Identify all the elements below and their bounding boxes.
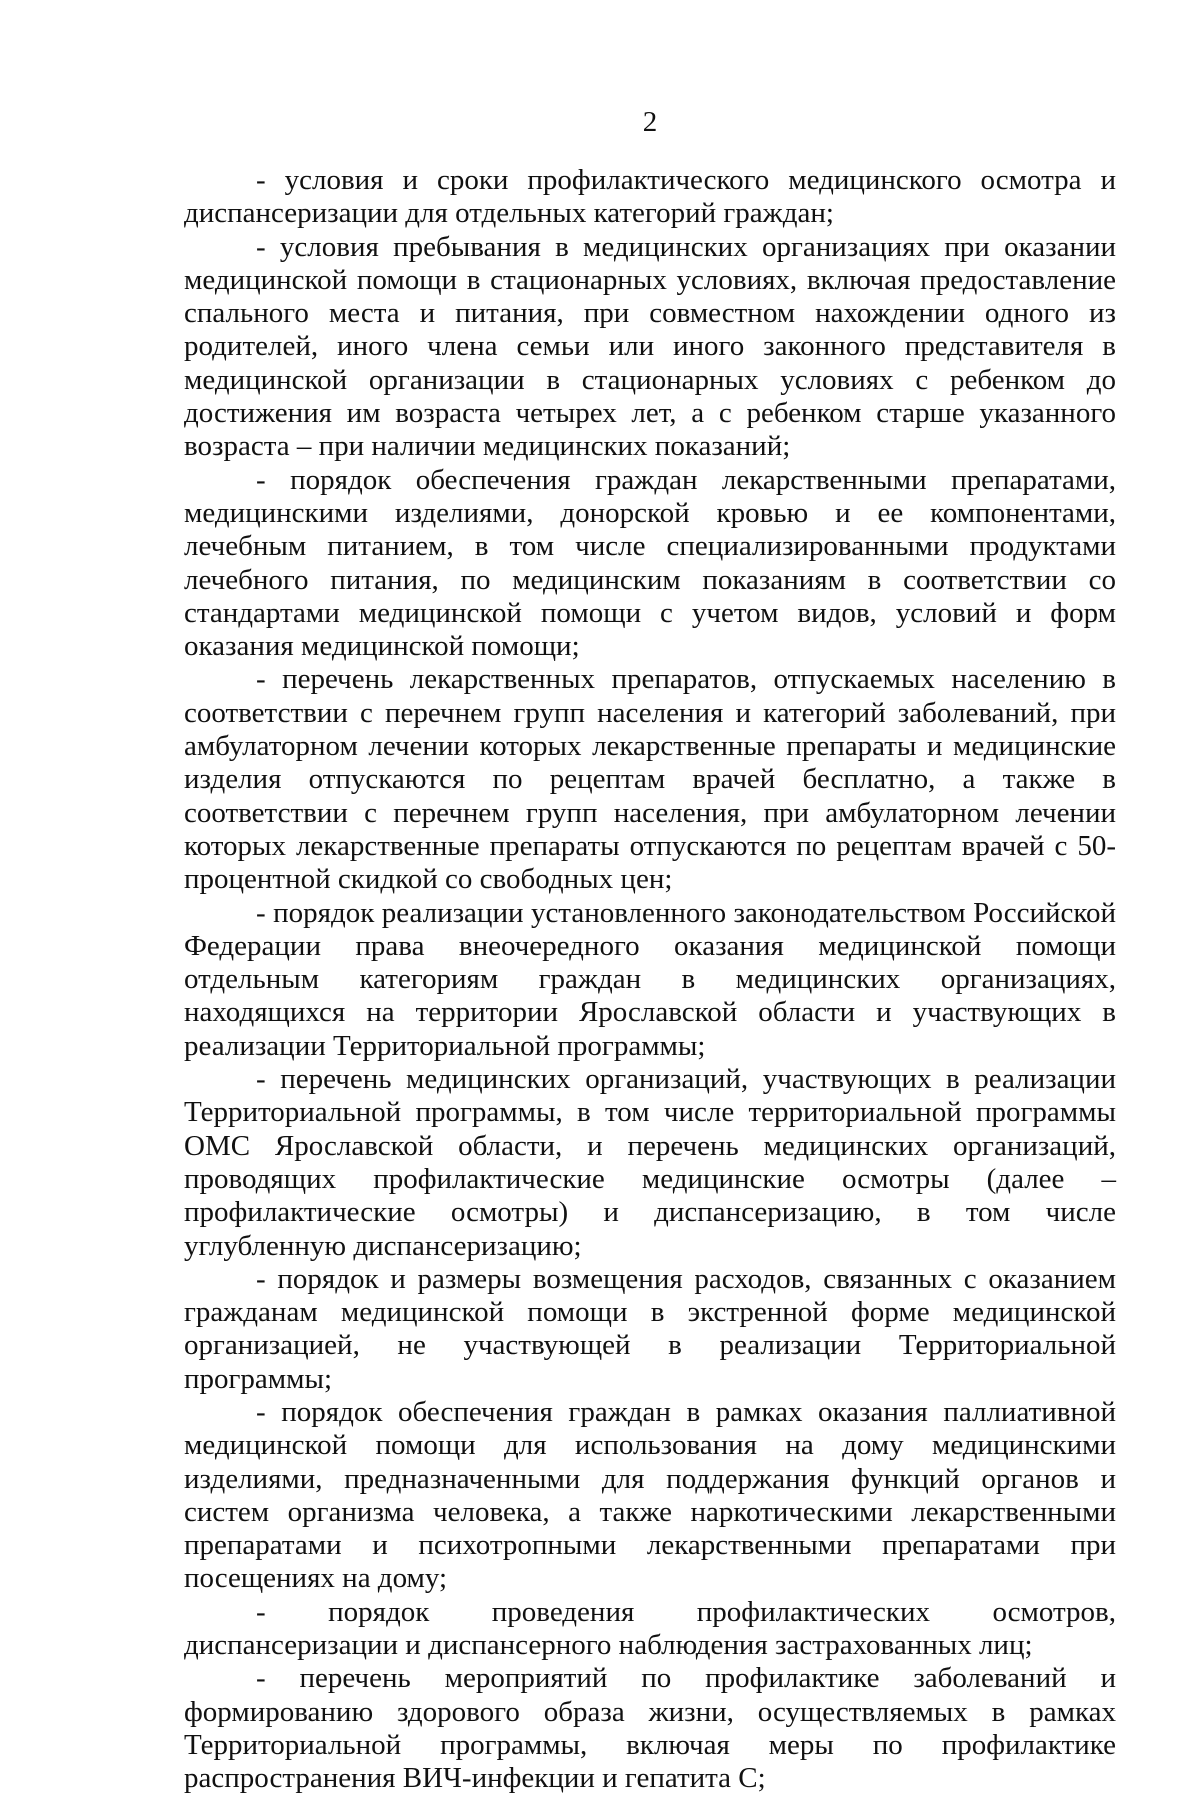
paragraph: - порядок обеспечения граждан лекарственными препаратами, медицинскими изделиями, донорской кровью и ее компонентами, лечебным питанием, в том числе специализированными продуктами лечебного питания, по медицинским показаниям в соответствии со стандартами медицинской помощи с учетом видов, условий и форм оказания медицинской помощи;: [184, 463, 1116, 663]
paragraph: - условия пребывания в медицинских организациях при оказании медицинской помощи в стационарных условиях, включая предоставление спального места и питания, при совместном нахождении одного из родителей, иного члена семьи или иного законного представителя в медицинской организации в стационарных условиях с ребенком до достижения им возраста четырех лет, а с ребенком старше указанного возраста – при наличии медицинских показаний;: [184, 230, 1116, 463]
paragraph: - порядок проведения профилактических осмотров, диспансеризации и диспансерного наблюдения застрахованных лиц;: [184, 1595, 1116, 1662]
document-body: [184, 164, 1116, 1796]
paragraph: - перечень медицинских организаций, участвующих в реализации Территориальной программы, в том числе территориальной программы ОМС Ярославской области, и перечень медицинских организаций, проводящих профилактические медицинские осмотры (далее – профилактические осмотры) и диспансеризацию, в том числе углубленную диспансеризацию;: [184, 1063, 1116, 1262]
paragraph: - порядок реализации установленного законодательством Российской Федерации права внеочередного оказания медицинской помощи отдельным категориям граждан в медицинских организациях, находящихся на территории Ярославской области и участвующих в реализации Территориальной программы;: [184, 896, 1116, 1062]
paragraph: - порядок обеспечения граждан в рамках оказания паллиативной медицинской помощи для использования на дому медицинскими изделиями, предназначенными для поддержания функций органов и систем организма человека, а также наркотическими лекарственными препаратами и психотропными лекарственными препаратами при посещениях на дому;: [184, 1395, 1116, 1595]
paragraph: - перечень лекарственных препаратов, отпускаемых населению в соответствии с перечнем групп населения и категорий заболеваний, при амбулаторном лечении которых лекарственные препараты и медицинские изделия отпускаются по рецептам врачей бесплатно, а также в соответствии с перечнем групп населения, при амбулаторном лечении которых лекарственные препараты отпускаются по рецептам врачей с 50-процентной скидкой со свободных цен;: [184, 663, 1116, 896]
page-number: 2: [642, 106, 658, 138]
paragraph: - условия и сроки профилактического медицинского осмотра и диспансеризации для отдельных категорий граждан;: [184, 164, 1116, 230]
paragraph: - перечень мероприятий по профилактике заболеваний и формированию здорового образа жизни, осуществляемых в рамках Территориальной программы, включая меры по профилактике распространения ВИЧ-инфекции и гепатита С;: [184, 1662, 1116, 1795]
paragraph: - порядок и размеры возмещения расходов, связанных с оказанием гражданам медицинской помощи в экстренной форме медицинской организацией, не участвующей в реализации Территориальной программы;: [184, 1262, 1116, 1395]
